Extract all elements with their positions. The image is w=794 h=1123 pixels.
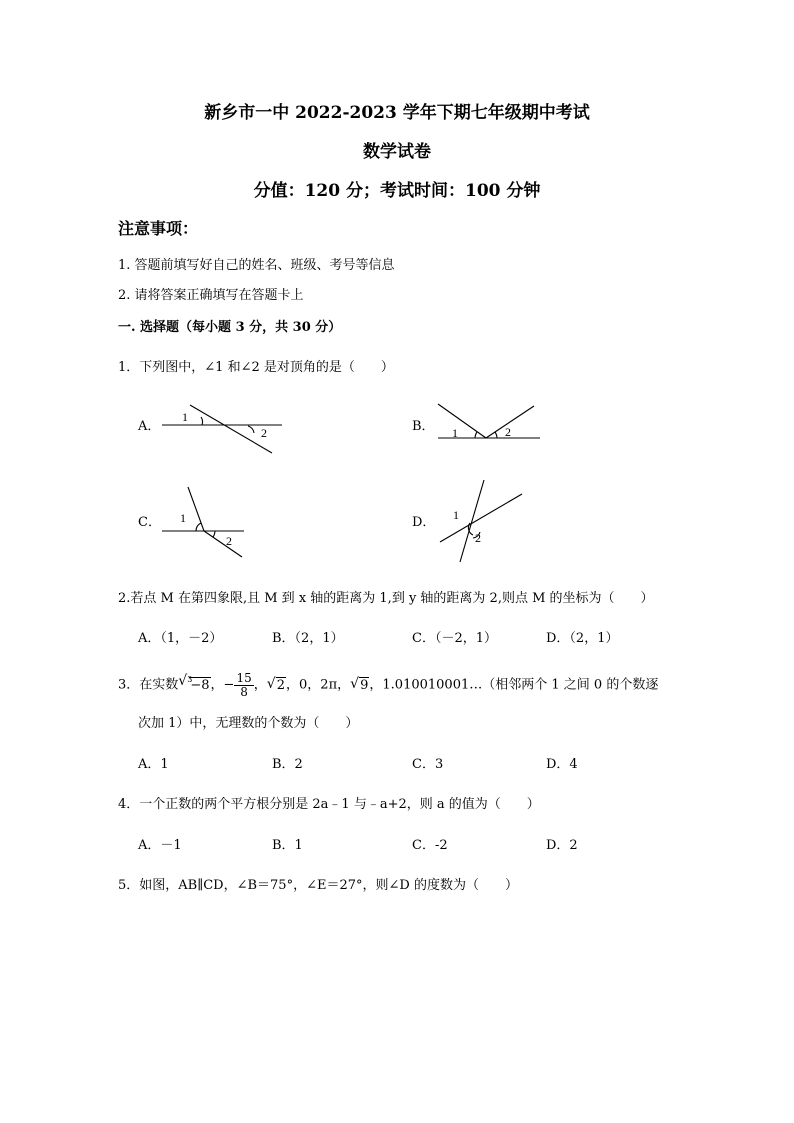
question-3-text xyxy=(118,672,658,698)
q4-option-c: C．-2 xyxy=(412,838,448,853)
question-4-text: 4．一个正数的两个平方根分别是 2a﹣1 与﹣a+2，则 a 的值为（ ） xyxy=(118,797,540,812)
angle-label-2: 2 xyxy=(475,531,481,545)
q2-option-d: D．（2，1） xyxy=(546,631,619,646)
square-root-2: √ 2 xyxy=(266,675,286,693)
square-root-9: √ 9 xyxy=(350,675,369,693)
q1-option-a: A． xyxy=(138,419,161,434)
q3-prefix: 3．在实数 xyxy=(118,677,179,693)
angle-label-1: 1 xyxy=(182,410,188,424)
fraction-numerator: 15 xyxy=(236,671,252,685)
q4-option-d: D．2 xyxy=(546,838,578,853)
q2-option-c: C．（－2，1） xyxy=(412,631,497,646)
q1-figure-d xyxy=(432,478,532,568)
q3-option-d: D．4 xyxy=(546,757,578,772)
fraction-denominator: 8 xyxy=(240,684,248,699)
fraction xyxy=(234,672,253,698)
angle-label-1: 1 xyxy=(452,426,458,440)
q1-option-c: C． xyxy=(138,515,161,530)
q3-sep: ， xyxy=(253,677,267,693)
angle-label-1: 1 xyxy=(180,511,186,525)
radicand: 9 xyxy=(360,677,369,693)
question-5-text: 5．如图，AB∥CD，∠B＝75°，∠E＝27°，则∠D 的度数为（ ） xyxy=(118,878,518,893)
angle-label-2: 2 xyxy=(505,425,511,439)
exam-subject: 数学试卷 xyxy=(363,142,431,162)
question-3-line2: 次加 1）中，无理数的个数为（ ） xyxy=(138,716,359,731)
exam-title: 新乡市一中 2022-2023 学年下期七年级期中考试 xyxy=(204,103,590,123)
cube-root: $^3$ √ −8 xyxy=(178,672,210,693)
angle-label-1: 1 xyxy=(453,508,459,522)
q3-mid: ，0，2π， xyxy=(286,677,351,693)
q1-option-d: D． xyxy=(412,515,436,530)
q4-option-b: B．1 xyxy=(272,838,303,853)
q3-option-c: C．3 xyxy=(412,757,444,772)
q3-option-b: B．2 xyxy=(272,757,303,772)
cube-root-index: 3 xyxy=(187,674,193,684)
note-item: 2. 请将答案正确填写在答题卡上 xyxy=(118,288,304,303)
q1-figure-b xyxy=(432,402,544,444)
exam-score-time: 分值：120 分；考试时间：100 分钟 xyxy=(253,181,541,201)
q1-figure-a xyxy=(160,395,290,455)
q3-option-a: A．1 xyxy=(138,757,169,772)
notes-heading: 注意事项： xyxy=(118,219,199,238)
section-heading: 一. 选择题（每小题 3 分，共 30 分） xyxy=(118,320,342,335)
q3-suffix: ，1.010010001…（相邻两个 1 之间 0 的个数逐 xyxy=(369,677,659,693)
note-item: 1. 答题前填写好自己的姓名、班级、考号等信息 xyxy=(118,258,395,273)
q2-option-b: B．（2，1） xyxy=(272,631,344,646)
q4-option-a: A．－1 xyxy=(138,838,182,853)
q1-option-b: B． xyxy=(412,419,435,434)
question-2-text: 2.若点 M 在第四象限,且 M 到 x 轴的距离为 1,到 y 轴的距离为 2,则点 M 的坐标为（ ） xyxy=(118,591,654,606)
question-1-text: 1．下列图中，∠1 和∠2 是对顶角的是（ ） xyxy=(118,360,394,375)
q2-option-a: A．（1，－2） xyxy=(138,631,223,646)
angle-label-2: 2 xyxy=(261,426,267,440)
q1-figure-c xyxy=(160,485,250,560)
angle-label-2: 2 xyxy=(226,534,232,548)
cube-root-radicand: −8 xyxy=(190,677,210,693)
radicand: 2 xyxy=(276,677,286,693)
q3-frac-sign: ，− xyxy=(210,677,235,693)
